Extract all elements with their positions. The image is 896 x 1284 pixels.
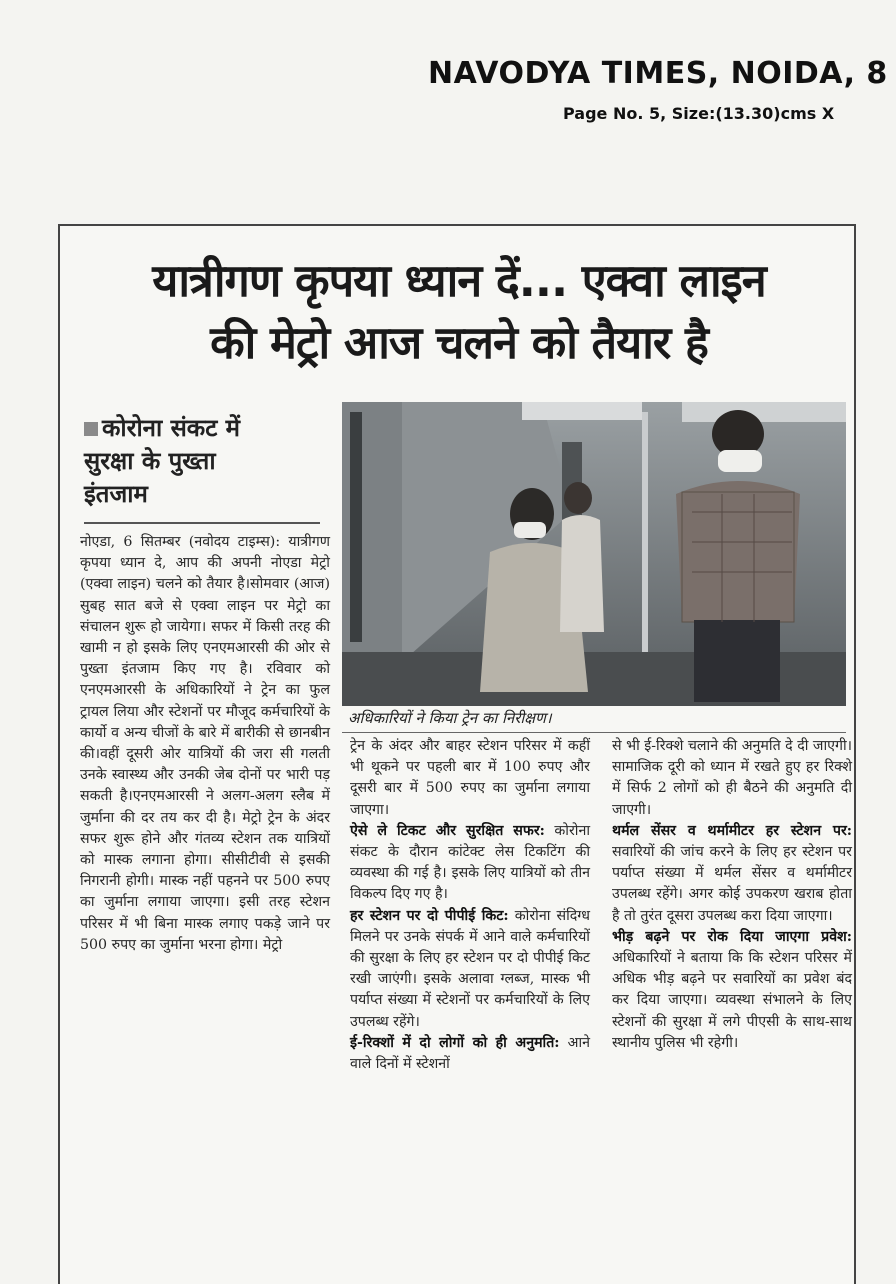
- subheading-line-2: सुरक्षा के पुख्ता: [84, 447, 216, 475]
- article-column-3: [612, 736, 852, 1054]
- photo-illustration: [342, 402, 846, 706]
- column-3-paragraph-2: सवारियों की जांच करने के लिए हर स्टेशन पर पर्याप्त संख्या में थर्मल सेंसर व थर्मामीटर उपलब्ध रहेंगे। अगर कोई उपकरण खराब होता है तो तुरंत दूसरा उपलब्ध करा दिया जाएगा।: [612, 844, 852, 924]
- column-3-subhead-crowd: भीड़ बढ़ने पर रोक दिया जाएगा प्रवेश:: [612, 928, 852, 945]
- photo-caption: अधिकारियों ने किया ट्रेन का निरीक्षण।: [348, 709, 552, 727]
- bullet-square-icon: [84, 422, 98, 436]
- article-column-2: [350, 736, 590, 1075]
- page-size-info: Page No. 5, Size:(13.30)cms X: [563, 104, 835, 123]
- column-2-subhead-tickets: ऐसे ले टिकट और सुरक्षित सफर:: [350, 822, 545, 839]
- subheading-divider: [84, 522, 320, 524]
- column-2-subhead-erickshaw: ई-रिक्शों में दो लोगों को ही अनुमति:: [350, 1034, 560, 1051]
- article-column-1: [80, 532, 330, 956]
- column-2-paragraph-2: कोरोना संकट के दौरान कांटेक्ट लेस टिकटिंग की व्यवस्था की गई है। इसके लिए यात्रियों को तीन विकल्प दिए गए है।: [350, 822, 591, 903]
- headline-line-2: की मेट्रो आज चलने को तैयार है: [210, 316, 708, 369]
- headline: [70, 250, 848, 374]
- column-2-subhead-ppe: हर स्टेशन पर दो पीपीई किट:: [350, 907, 509, 924]
- news-clipping: [58, 224, 856, 1284]
- subheading: [84, 412, 324, 511]
- headline-line-1: यात्रीगण कृपया ध्यान दें... एक्वा लाइन: [152, 254, 766, 307]
- column-2-paragraph-1: ट्रेन के अंदर और बाहर स्टेशन परिसर में कहीं भी थूकने पर पहली बार में 100 रुपए और दूसरी बार में 500 रुपए का जुर्माना लगाया जाएगा।: [350, 738, 590, 818]
- newspaper-masthead: NAVODYA TIMES, NOIDA, 8: [428, 56, 888, 91]
- subheading-line-1: कोरोना संकट में: [102, 414, 241, 442]
- column-3-subhead-thermal: थर्मल सेंसर व थर्मामीटर हर स्टेशन पर:: [612, 822, 852, 839]
- caption-divider: [342, 732, 846, 733]
- column-3-paragraph-3: अधिकारियों ने बताया कि कि स्टेशन परिसर में अधिक भीड़ बढ़ने पर सवारियों का प्रवेश बंद कर दिया जाएगा। व्यवस्था संभालने के लिए स्टेशनों की सुरक्षा में लगे पीएसी के साथ-साथ स्थानीय पुलिस भी रहेगी।: [612, 950, 852, 1051]
- column-2-paragraph-4: आने वाले दिनों में स्टेशनों: [350, 1034, 590, 1073]
- column-2-paragraph-3: कोरोना संदिग्ध मिलने पर उनके संपर्क में आने वाले कर्मचारियों की सुरक्षा के लिए हर स्टेशन पर दो पीपीई किट रखी जाएंगी। इसके अलावा ग्लब्ज, मास्क भी पर्याप्त संख्या में स्टेशनों पर कर्मचारियों के लिए उपलब्ध रहेंगे।: [350, 907, 590, 1030]
- metro-inspection-photo: [342, 402, 846, 706]
- column-3-paragraph-1: से भी ई-रिक्शे चलाने की अनुमति दे दी जाएगी। सामाजिक दूरी को ध्यान में रखते हुए हर रिक्शे में सिर्फ 2 लोगों को ही बैठने की अनुमति दी जाएगी।: [612, 738, 853, 818]
- column-1-text: नोएडा, 6 सितम्बर (नवोदय टाइम्स): यात्रीगण कृपया ध्यान दे, आप की अपनी नोएडा मेट्रो (एक्वा लाइन) चलने को तैयार है।सोमवार (आज) सुबह सात बजे से एक्वा लाइन पर मेट्रो का संचालन शुरू हो जायेगा। सफर में किसी तरह की खामी न हो इसके लिए एनएमआरसी की ओर से पुख्ता इंतजाम किए गए है। रविवार को एनएमआरसी के अधिकारियों ने ट्रेन का फुल ट्रायल लिया और स्टेशनों पर मौजूद कर्मचारियों के कार्यो व अन्य चीजों के बारे में बारीकी से छानबीन की।वहीं दूसरी ओर यात्रियों की जरा सी गलती उनके स्वास्थ्य और उनकी जेब दोनों पर भारी पड़ सकती है।एनएमआरसी ने अलग-अलग स्लैब में जुर्माना की दर तय कर दी है। मेट्रो ट्रेन के अंदर सफर शुरू होने और गंतव्य स्टेशन तक यात्रियों को मास्क लगाना होगा। सीसीटीवी से इसकी निगरानी होगी। मास्क नहीं पहनने पर 500 रुपए का जुर्माना लगाया जाएगा। इसी तरह स्टेशन परिसर में भी बिना मास्क लगाए पकड़े जाने पर 500 रुपए का जुर्माना भरना होगा। मेट्रो: [80, 534, 330, 953]
- subheading-line-3: इंतजाम: [84, 480, 148, 508]
